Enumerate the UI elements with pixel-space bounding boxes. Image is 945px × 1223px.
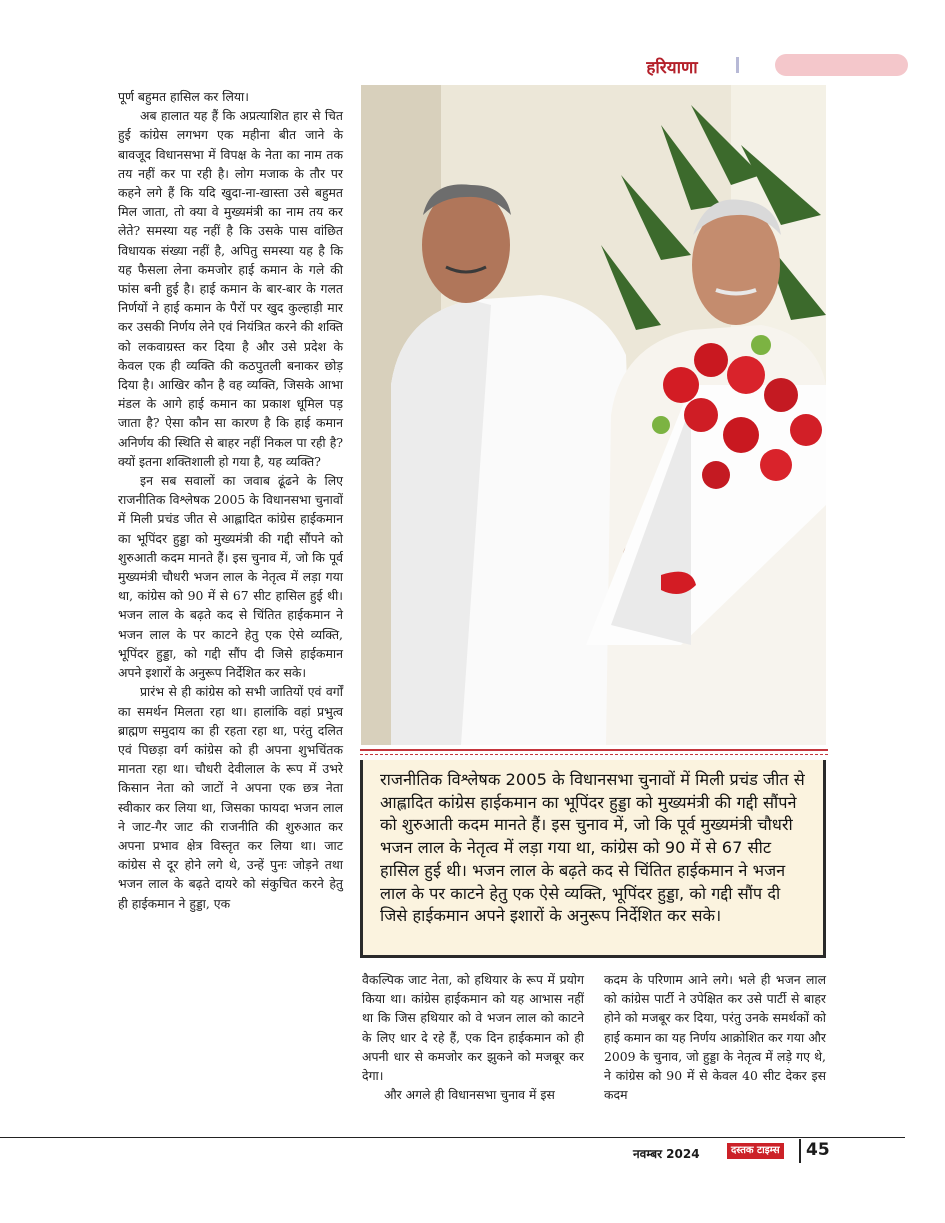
footer-month: नवम्बर 2024 (633, 1147, 700, 1161)
pull-quote-text: राजनीतिक विश्लेषक 2005 के विधानसभा चुनावों में मिली प्रचंड जीत से आह्लादित कांग्रेस हाईकमान का भूपिंदर हुड्डा को मुख्यमंत्री की गद्दी सौंपने को शुरुआती कदम मानते हैं। इस चुनाव में, जो कि पूर्व मुख्यमंत्री चौधरी भजन लाल के नेतृत्व में लड़ा गया था, कांग्रेस को 90 में से 67 सीट हासिल हुई थी। भजन लाल के बढ़ते कद से चिंतित हाईकमान ने भजन लाल के पर काटने हेतु एक ऐसे व्यक्ति, भूपिंदर हुड्डा, को गद्दी सौंप दी जिसे हाईकमान अपने इशारों के अनुरूप निर्देशित कर सके। (380, 770, 805, 926)
article-column-1 (118, 87, 343, 913)
page-number: 45 (806, 1140, 830, 1160)
column1-paragraph-2: अब हालात यह हैं कि अप्रत्याशित हार से चित हुई कांग्रेस लगभग एक महीना बीत जाने के बावजूद विधानसभा में विपक्ष के नेता का नाम तक तय नहीं कर पा रही है। लोग मजाक के तौर पर कहने लगे हैं कि यदि खुदा-ना-खास्ता उसे बहुमत मिल जाता, तो क्या वे मुख्यमंत्री का नाम तय कर लेते? समस्या यह नहीं है कि उसके पास वांछित विधायक संख्या नहीं है, अपितु समस्या यह है कि यह फैसला लेना कमजोर हाई कमान के गले की फांस बनी हुई है। हाई कमान के बार-बार के गलत निर्णयों ने हाई कमान के पैरों पर खुद कुल्हाड़ी मार कर उसकी निर्णय लेने एवं नियंत्रित करने की शक्ति को लकवाग्रस्त कर दिया है और उसे प्रदेश के केवल एक ही व्यक्ति की कठपुतली बनाकर छोड़ दिया है। आखिर कौन है वह व्यक्ति, जिसके आभा मंडल के आगे हाई कमान का प्रकाश धूमिल पड़ जाता है? ऐसा कौन सा कारण है कि हाई कमान अनिर्णय की स्थिति से बाहर नहीं निकल पा रही है? क्यों इतना शक्तिशाली हो गया है, यह व्यक्ति? (118, 108, 343, 469)
article-photo (361, 85, 826, 745)
article-column-2 (362, 970, 584, 1104)
footer-brand-logo: दस्तक टाइम्स (727, 1143, 784, 1159)
column2-paragraph-1: वैकल्पिक जाट नेता, को हथियार के रूप में प्रयोग किया था। कांग्रेस हाईकमान को यह आभास नहीं था कि जिस हथियार को वे भजन लाल को काटने के लिए धार दे रहे हैं, एक दिन हाईकमान को ही अपनी धार से कमजोर कर झुकने को मजबूर कर देगा। (362, 972, 584, 1084)
pull-quote-box (360, 760, 826, 958)
caption-top-rule (360, 749, 828, 751)
article-column-3 (604, 970, 826, 1104)
column3-paragraph-1: कदम के परिणाम आने लगे। भले ही भजन लाल को कांग्रेस पार्टी ने उपेक्षित कर उसे पार्टी से बाहर होने को मजबूर कर दिया, परंतु उनके समर्थकों को हाई कमान का यह निर्णय आक्रोशित कर गया और 2009 के चुनाव, जो हुड्डा के नेतृत्व में लड़े गए थे, ने कांग्रेस को 90 में से केवल 40 सीट देकर इस कदम (604, 972, 826, 1103)
footer-rule (0, 1137, 905, 1138)
caption-dashed-rule (360, 754, 828, 755)
column2-paragraph-2: और अगले ही विधानसभा चुनाव में इस (384, 1087, 555, 1103)
column1-paragraph-4: प्रारंभ से ही कांग्रेस को सभी जातियों एवं वर्गों का समर्थन मिलता रहा था। हालांकि वहां प्रभुत्व ब्राह्मण समुदाय का ही रहता रहा था, परंतु दलित एवं पिछड़ा वर्ग कांग्रेस को ही अपना शुभचिंतक मानता रहा था। चौधरी देवीलाल के रूप में उभरे किसान नेता को जाटों ने अपना एक छत्र नेता स्वीकार कर लिया था, जिसका फायदा भजन लाल ने जाट-गैर जाट की राजनीति की शुरुआत कर अपना प्रभाव क्षेत्र विस्तृत कर लिया था। जाट कांग्रेस से दूर होने लगे थे, उन्हें पुनः जोड़ने तथा भजन लाल के बढ़ते दायरे को संकुचित करने हेतु ही हाईकमान ने हुड्डा, एक (118, 684, 343, 911)
column1-paragraph-3: इन सब सवालों का जवाब ढूंढने के लिए राजनीतिक विश्लेषक 2005 के विधानसभा चुनावों में मिली प्रचंड जीत से आह्लादित कांग्रेस हाईकमान का भूपिंदर हुड्डा को मुख्यमंत्री की गद्दी सौंपने को शुरुआती कदम मानते हैं। इस चुनाव में, जो कि पूर्व मुख्यमंत्री चौधरी भजन लाल के नेतृत्व में लड़ा गया था, कांग्रेस को 90 में से 67 सीट हासिल हुई थी। भजन लाल के बढ़ते कद से चिंतित हाईकमान ने भजन लाल के पर काटने हेतु एक ऐसे व्यक्ति, भूपिंदर हुड्डा, को गद्दी सौंप दी जिसे हाईकमान अपने इशारों के अनुरूप निर्देशित कर सके। (118, 473, 343, 681)
section-separator (736, 57, 739, 73)
column1-paragraph-1: पूर्ण बहुमत हासिल कर लिया। (118, 89, 249, 104)
section-pill-decoration (775, 54, 908, 76)
footer-separator (799, 1139, 801, 1163)
section-label: हरियाणा (646, 58, 698, 78)
